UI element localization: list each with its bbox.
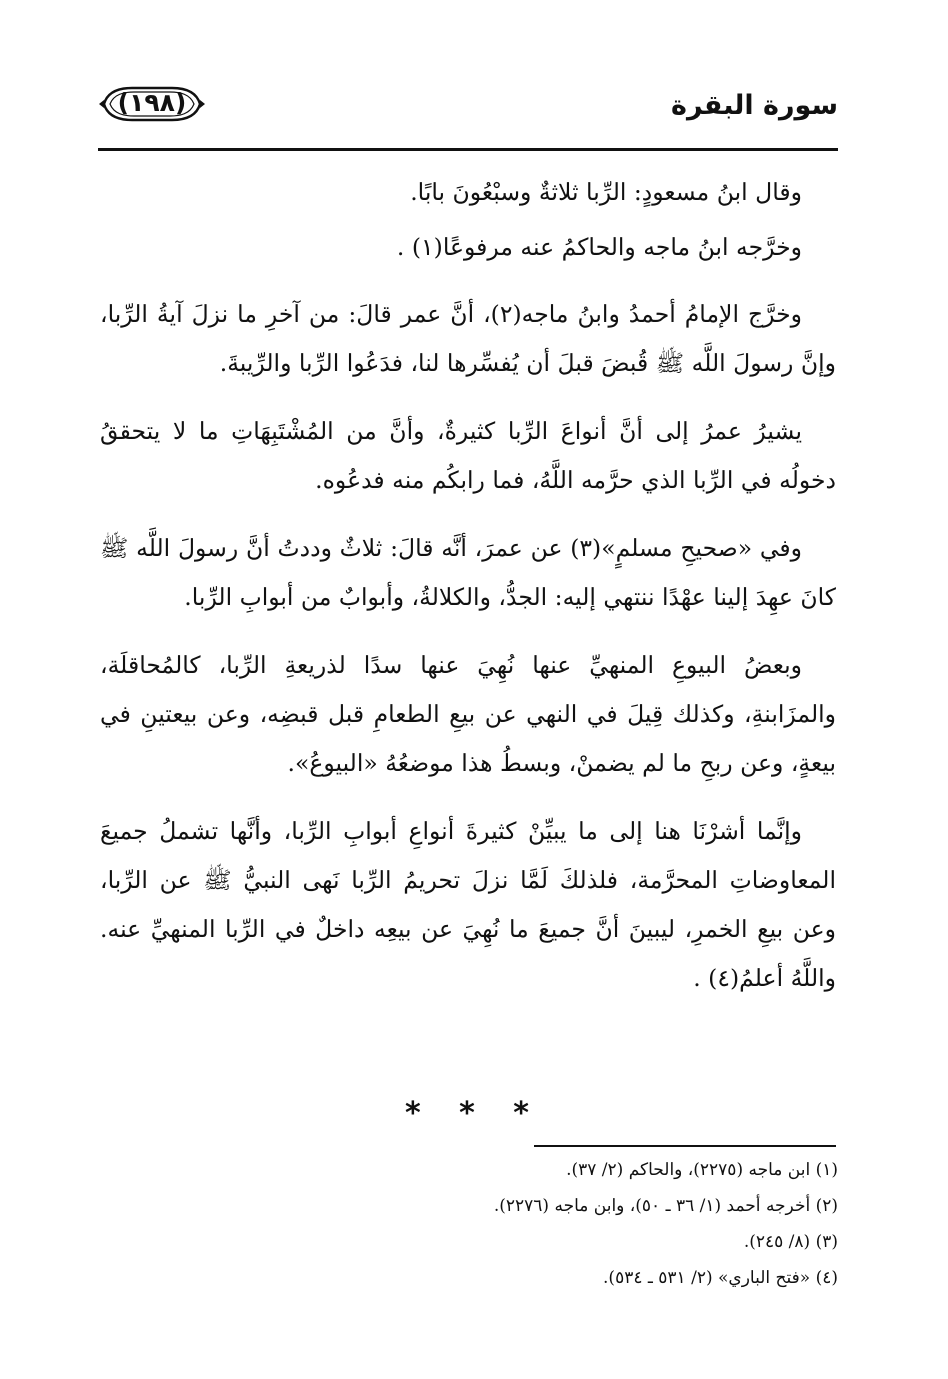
page-number-badge	[98, 84, 206, 124]
footnote: (١) ابن ماجه (٢٢٧٥)، والحاكم (٢/ ٣٧).	[566, 1160, 838, 1180]
footnotes	[138, 1152, 838, 1296]
surah-title: سورة البقرة	[671, 90, 838, 121]
section-separator: * * *	[405, 1096, 543, 1131]
paragraph: وإنَّما أشرْنَا هنا إلى ما يبيِّنْ كثيرةَ أنواعِ أبوابِ الرِّبا، وأنَّها تشملُ جميعَ المعاوضاتِ المحرَّمة، فلذلكَ لَمَّا نزلَ تحريمُ الرِّبا نَهى النبيُّ ﷺ عن الرِّبا، وعن بيعِ الخمرِ، ليبينَ أنَّ جميعَ ما نُهِيَ عن بيعِه داخلٌ في الرِّبا المنهيِّ عنه. واللَّهُ أعلمُ(٤) .	[100, 817, 836, 992]
footnote: (٣) (٨/ ٢٤٥).	[743, 1232, 838, 1252]
paragraph: وقال ابنُ مسعودٍ: الرِّبا ثلاثةٌ وسبْعُونَ بابًا.	[410, 178, 802, 206]
paragraph: وبعضُ البيوعِ المنهيِّ عنها نُهِيَ عنها سدًا لذريعةِ الرِّبا، كالمُحاقلَة، والمزَابنةِ، وكذلك قِيلَ في النهي عن بيعِ الطعامِ قبل قبضِه، وعن بيعتينِ في بيعةٍ، وعن ربحِ ما لم يضمنْ، وبسطُ هذا موضعُهُ «البيوعُ».	[100, 651, 836, 777]
paragraph: وخرَّج الإمامُ أحمدُ وابنُ ماجه(٢)، أنَّ عمر قالَ: من آخرِ ما نزلَ آيةُ الرِّبا، وإنَّ رسولَ اللَّه ﷺ قُبضَ قبلَ أن يُفسِّرها لنا، فدَعُوا الرِّبا والرِّيبةَ.	[100, 300, 836, 377]
page-number: (١٩٨)	[117, 88, 187, 117]
header-divider	[98, 148, 838, 151]
paragraph: وخرَّجه ابنُ ماجه والحاكمُ عنه مرفوعًا(١) .	[396, 233, 802, 261]
paragraph: وفي «صحيحِ مسلمٍ»(٣) عن عمرَ، أنَّه قالَ: ثلاثٌ وددتُ أنَّ رسولَ اللَّه ﷺ كانَ عهِدَ إلينا عهْدًا ننتهي إليه: الجدُّ، والكلالةُ، وأبوابٌ من أبوابِ الرِّبا.	[100, 534, 836, 611]
footnote-divider	[534, 1145, 836, 1147]
paragraph: يشيرُ عمرُ إلى أنَّ أنواعَ الرِّبا كثيرةٌ، وأنَّ من المُشْتَبِهَاتِ ما لا يتحققُ دخولُه في الرِّبا الذي حرَّمه اللَّهُ، فما رابكُم منه فدعُوه.	[100, 417, 836, 494]
footnote: (٤) «فتح الباري» (٢/ ٥٣١ ـ ٥٣٤).	[603, 1268, 838, 1288]
page-header	[98, 82, 838, 136]
footnote: (٢) أخرجه أحمد (١/ ٣٦ ـ ٥٠)، وابن ماجه (٢٢٧٦).	[493, 1196, 838, 1216]
main-text	[100, 168, 836, 1022]
